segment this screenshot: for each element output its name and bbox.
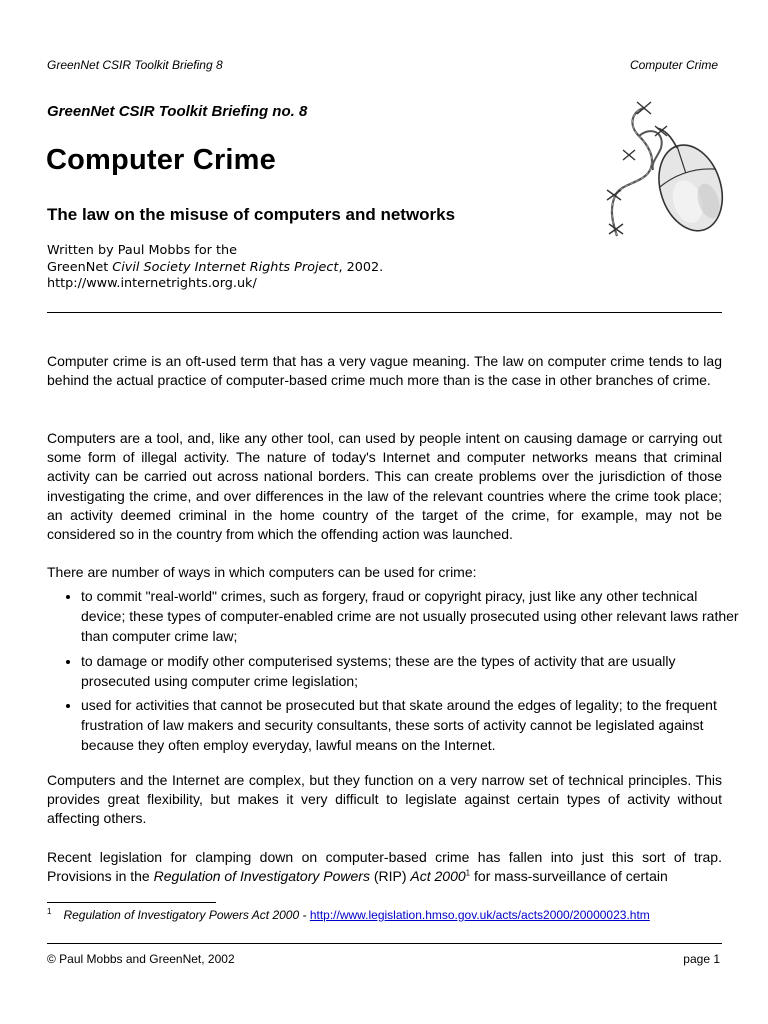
byline-author: Written by Paul Mobbs for the [47, 243, 237, 258]
list-item: • used for activities that cannot be prosecuted but that skate around the edges of legality; to the frequent frustration of law makers and security consultants, these sorts of activity cannot be legislated against because they often employ everyday, lawful means on the Internet. [81, 695, 741, 756]
paragraph-tools: Computers are a tool, and, like any other tool, can used by people intent on causing damage or carrying out some form of illegal activity. The nature of today's Internet and computer networks means that criminal activity can be carried out across national borders. This can create problems over the jurisdiction of those investigating the crime, and over differences in the law of the relevant countries where the crime took place; an activity deemed criminal in the home country of the target of the crime, for example, may not be considered so in the country from which the offending action was launched. [47, 430, 722, 543]
footnote-ref[interactable]: 1 [465, 868, 471, 878]
footnote-link[interactable]: http://www.legislation.hmso.gov.uk/acts/acts2000/20000023.htm [309, 908, 650, 922]
page-title: Computer Crime [46, 144, 276, 176]
paragraph-legislation: Recent legislation for clamping down on computer-based crime has fallen into just this sort of trap. Provisions in the Regulation of Investigatory Powers (RIP) Act 2000$^1$ for mass-surveillance of certain [47, 849, 722, 885]
page-subtitle: The law on the misuse of computers and networks [47, 205, 456, 224]
paragraph-ways: There are number of ways in which computers can be used for crime: [47, 564, 477, 580]
footnote-divider [47, 902, 216, 903]
running-header-right: Computer Crime [629, 58, 718, 72]
page-number: page 1 [683, 952, 720, 966]
footer-divider [47, 943, 722, 944]
list-item: • to commit "real-world" crimes, such as forgery, fraud or copyright piracy, just like any other technical device; these types of computer-enabled crime are not usually prosecuted using other relevant laws rather than computer crime law; [81, 586, 741, 647]
byline-project: GreenNet Civil Society Internet Rights Project, 2002. [47, 260, 384, 275]
byline-url[interactable]: http://www.internetrights.org.uk/ [47, 276, 257, 291]
briefing-label: GreenNet CSIR Toolkit Briefing no. 8 [47, 103, 308, 120]
list-item: • to damage or modify other computerised systems; these are the types of activity that are usually prosecuted using computer crime legislation; [81, 651, 741, 691]
footer-copyright: © Paul Mobbs and GreenNet, 2002 [47, 952, 235, 966]
footnote [47, 907, 650, 922]
footnote-number: 1 [47, 907, 52, 916]
barbed-wire-mouse-icon [595, 96, 725, 246]
crime-ways-list [47, 586, 741, 760]
paragraph-intro: Computer crime is an oft-used term that has a very vague meaning. The law on computer crime tends to lag behind the actual practice of computer-based crime much more than is the case in other branches of crime. [47, 353, 722, 389]
running-header-left: GreenNet CSIR Toolkit Briefing 8 [47, 58, 223, 72]
project-name: Civil Society Internet Rights Project [112, 260, 339, 275]
header-divider [47, 312, 722, 313]
footnote-text: Regulation of Investigatory Powers Act 2000 - [63, 908, 310, 922]
paragraph-complexity: Computers and the Internet are complex, but they function on a very narrow set of technical principles. This provides great flexibility, but makes it very difficult to legislate against certain types of activity without affecting others. [47, 772, 722, 827]
